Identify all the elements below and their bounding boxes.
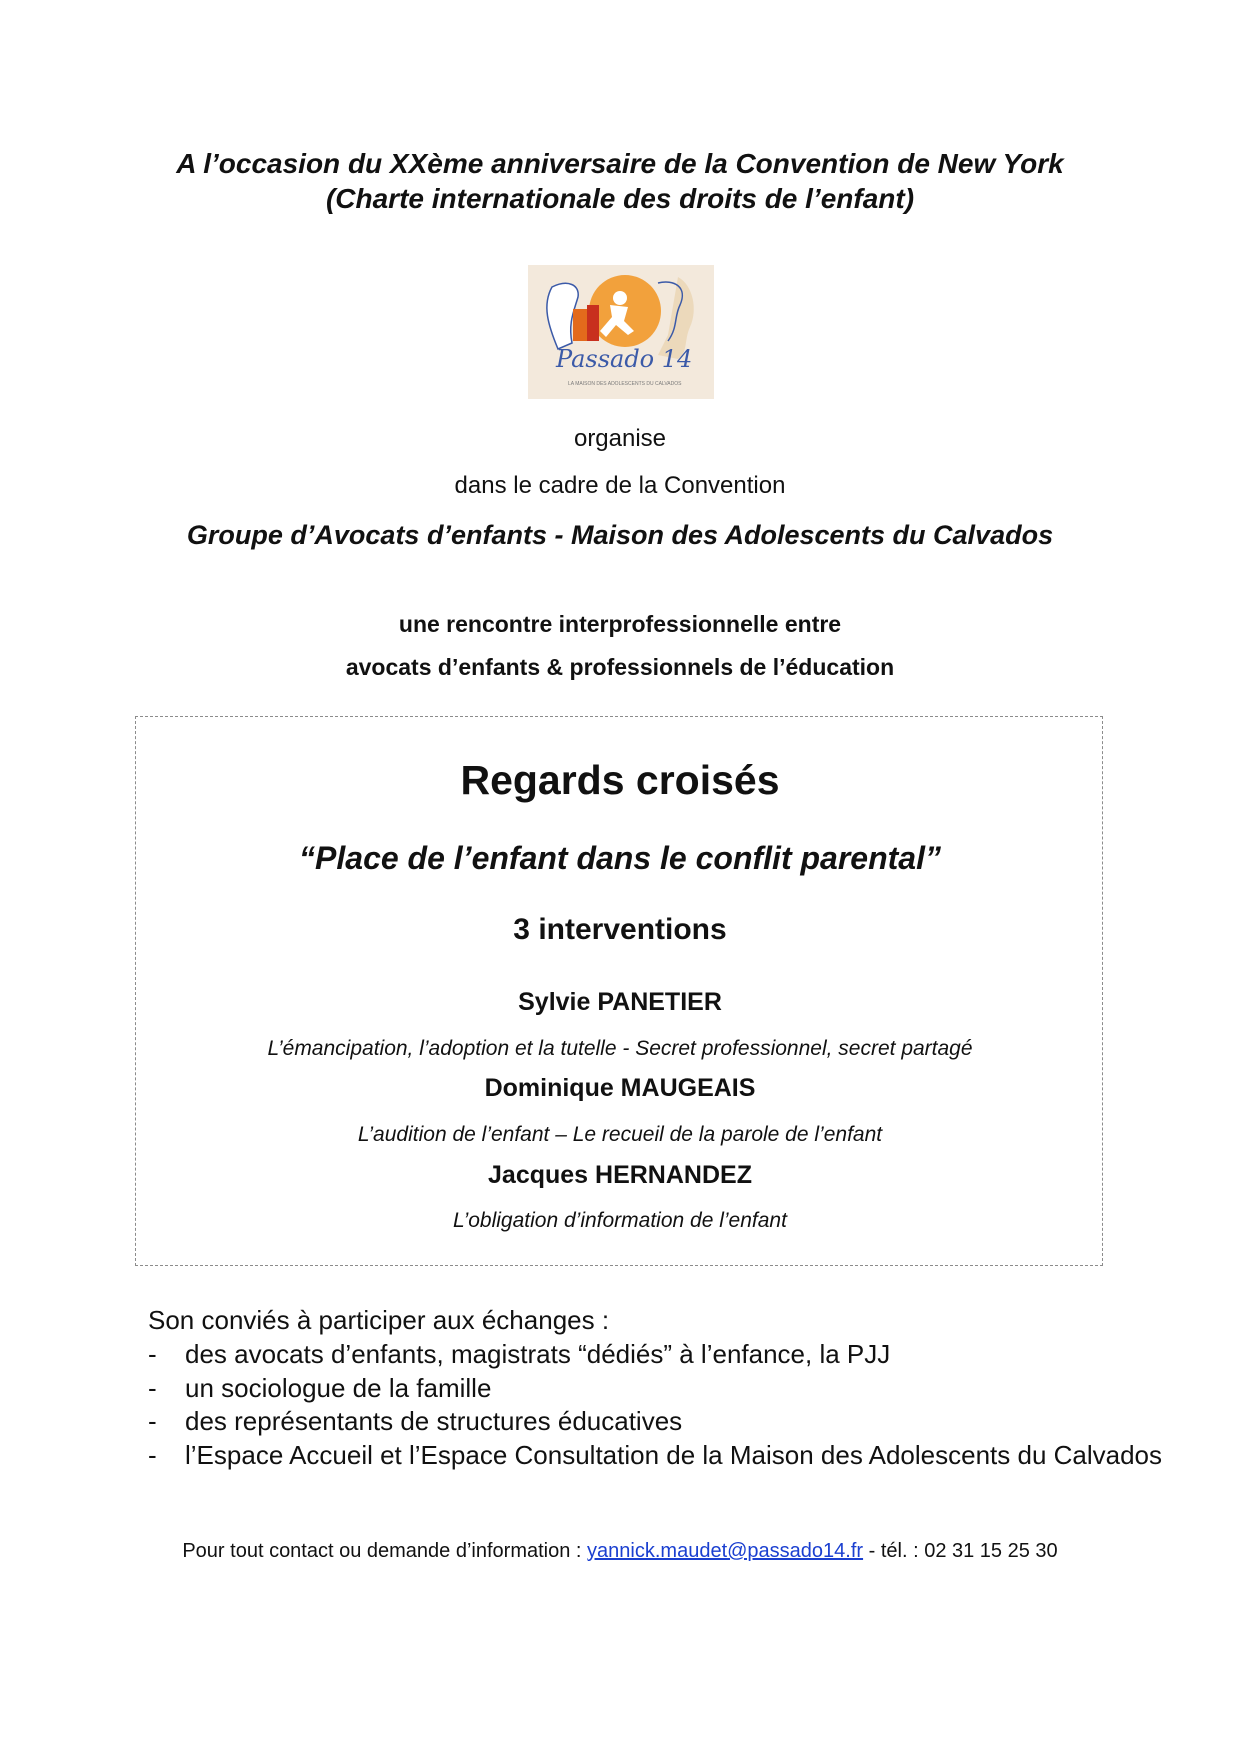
header-line-2: (Charte internationale des droits de l’enfant) <box>325 183 915 214</box>
invite-list <box>148 1338 1162 1472</box>
logo-tagline: LA MAISON DES ADOLESCENTS DU CALVADOS <box>568 381 682 387</box>
contact-prefix: Pour tout contact ou demande d’information : <box>182 1540 582 1562</box>
speaker-topic: L’émancipation, l’adoption et la tutelle - Secret professionnel, secret partagé <box>267 1037 973 1060</box>
meeting-line-1: une rencontre interprofessionnelle entre <box>398 611 842 637</box>
interventions-count: 3 interventions <box>513 913 727 946</box>
speaker-name: Dominique MAUGEAIS <box>484 1074 756 1102</box>
speaker-name: Sylvie PANETIER <box>518 988 722 1016</box>
header-line-1: A l’occasion du XXème anniversaire de la Convention de New York <box>176 148 1064 179</box>
organise-text: organise <box>573 425 667 452</box>
contact-phone: - tél. : 02 31 15 25 30 <box>868 1540 1058 1562</box>
program-title: Regards croisés <box>460 757 780 803</box>
speaker-topic: L’obligation d’information de l’enfant <box>453 1209 787 1232</box>
meeting-line-2: avocats d’enfants & professionnels de l’éducation <box>345 654 895 680</box>
speaker-name: Jacques HERNANDEZ <box>488 1161 752 1189</box>
invite-list-item: - des avocats d’enfants, magistrats “dédiés” à l’enfance, la PJJ <box>148 1339 891 1369</box>
speaker-topic: L’audition de l’enfant – Le recueil de la parole de l’enfant <box>357 1123 883 1146</box>
passado14-logo-graphic <box>528 265 714 399</box>
invite-list-item: - des représentants de structures éducatives <box>148 1406 683 1436</box>
contact-line <box>0 1538 1240 1564</box>
passado14-logo <box>528 265 714 399</box>
invite-list-item: - un sociologue de la famille <box>148 1372 492 1403</box>
invite-list-item: - l’Espace Accueil et l’Espace Consultation de la Maison des Adolescents du Calvados <box>148 1439 1163 1470</box>
invite-intro: Son conviés à participer aux échanges : <box>148 1305 610 1335</box>
header <box>0 146 1240 216</box>
logo-wordmark: Passado 14 <box>556 345 693 373</box>
cadre-text: dans le cadre de la Convention <box>454 472 786 499</box>
contact-email-link[interactable]: yannick.maudet@passado14.fr <box>587 1540 864 1562</box>
organizer-name: Groupe d’Avocats d’enfants - Maison des Adolescents du Calvados <box>186 520 1054 550</box>
program-subtitle: “Place de l’enfant dans le conflit parental” <box>299 840 941 876</box>
